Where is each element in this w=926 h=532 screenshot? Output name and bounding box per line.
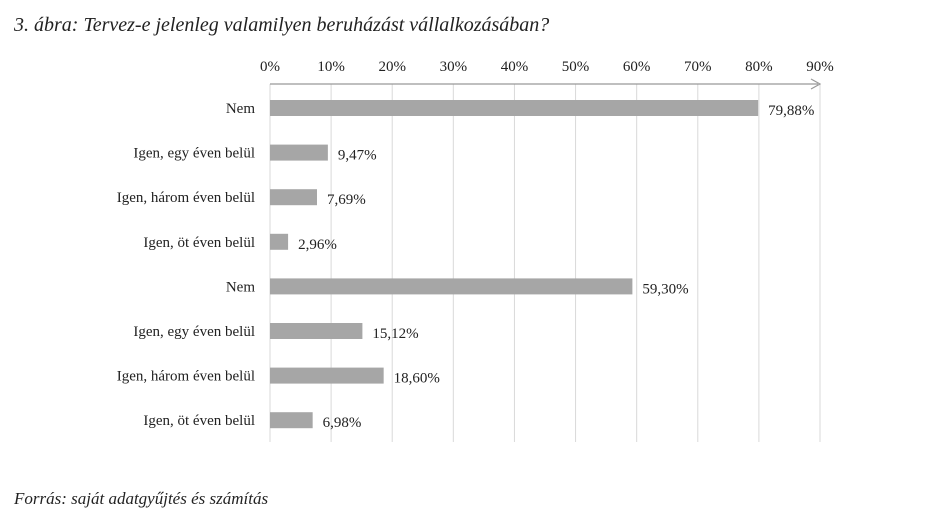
x-tick-label: 70% — [684, 59, 712, 75]
x-tick-label: 0% — [260, 59, 280, 75]
value-label: 7,69% — [326, 192, 366, 209]
x-tick-label: 30% — [439, 59, 468, 75]
bar — [270, 234, 288, 250]
category-label: Nem — [225, 279, 255, 296]
category-label: Nem — [225, 101, 255, 117]
category-label: Igen, öt éven belül — [143, 413, 255, 430]
value-label: 9,47% — [337, 147, 377, 164]
category-label: Igen, egy éven belül — [133, 145, 255, 162]
value-label: 15,12% — [372, 326, 419, 342]
figure-title: 3. ábra: Tervez-e jelenleg valamilyen beruházást vállalkozásában? — [14, 14, 550, 36]
x-tick-label: 90% — [806, 59, 834, 75]
grid-lines — [270, 84, 820, 442]
x-tick-label: 50% — [561, 59, 590, 75]
x-tick-label: 10% — [317, 59, 345, 75]
x-axis — [270, 79, 820, 89]
bar — [270, 145, 328, 161]
figure-source: Forrás: saját adatgyűjtés és számítás — [14, 489, 269, 508]
bar — [270, 323, 362, 339]
bar — [270, 189, 317, 205]
x-tick-label: 80% — [745, 59, 773, 75]
bar — [270, 278, 632, 294]
x-tick-label: 40% — [500, 59, 529, 75]
category-label: Igen, három éven belül — [116, 190, 255, 207]
value-label: 2,96% — [298, 236, 337, 253]
value-label: 18,60% — [393, 370, 440, 387]
category-label: Igen, öt éven belül — [143, 234, 255, 251]
category-label: Igen, egy éven belül — [133, 324, 255, 340]
x-tick-label: 20% — [378, 59, 406, 75]
category-label: Igen, három éven belül — [116, 368, 255, 385]
value-label: 79,88% — [768, 103, 815, 119]
bar — [270, 100, 758, 116]
value-label: 59,30% — [642, 281, 689, 298]
x-tick-label: 60% — [622, 59, 651, 75]
bar — [270, 412, 313, 428]
bar — [270, 368, 384, 384]
value-label: 6,98% — [322, 415, 362, 432]
